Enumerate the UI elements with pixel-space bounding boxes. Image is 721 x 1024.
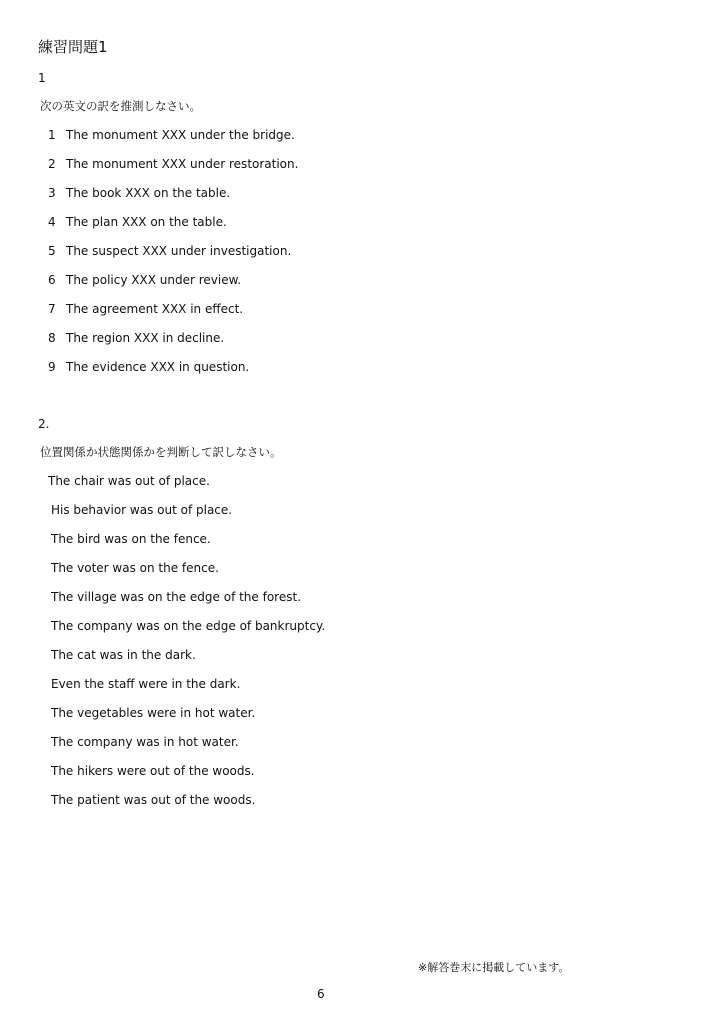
item-text: The bird was on the fence. <box>51 532 211 546</box>
item-number: 3 <box>48 186 56 200</box>
item-text: The policy XXX under review. <box>66 273 242 287</box>
item-text: The chair was out of place. <box>48 474 210 488</box>
item-text: The hikers were out of the woods. <box>51 764 255 778</box>
section-2-instruction: 位置関係か状態関係かを判断して訳しなさい。 <box>40 445 282 459</box>
item-text: The company was on the edge of bankruptcy. <box>51 619 326 633</box>
section-1-number: 1 <box>38 71 46 85</box>
item-number: 4 <box>48 215 56 229</box>
item-text: The suspect XXX under investigation. <box>66 244 292 258</box>
section-2-number: 2. <box>38 417 50 431</box>
item-text: The village was on the edge of the forest. <box>51 590 302 604</box>
item-number: 5 <box>48 244 56 258</box>
item-number: 9 <box>48 360 56 374</box>
item-text: The plan XXX on the table. <box>66 215 227 229</box>
item-text: Even the staff were in the dark. <box>51 677 241 691</box>
item-text: The vegetables were in hot water. <box>51 706 256 720</box>
item-text: The cat was in the dark. <box>51 648 196 662</box>
page-number: 6 <box>317 987 325 1001</box>
item-text: The evidence XXX in question. <box>66 360 250 374</box>
item-text: The monument XXX under restoration. <box>66 157 299 171</box>
item-text: The voter was on the fence. <box>51 561 219 575</box>
page-title: 練習問題1 <box>38 38 108 56</box>
item-text: The patient was out of the woods. <box>51 793 256 807</box>
item-number: 7 <box>48 302 56 316</box>
item-number: 2 <box>48 157 56 171</box>
item-text: The region XXX in decline. <box>66 331 225 345</box>
item-number: 1 <box>48 128 56 142</box>
section-1-instruction: 次の英文の訳を推測しなさい。 <box>40 99 201 113</box>
item-number: 8 <box>48 331 56 345</box>
item-number: 6 <box>48 273 56 287</box>
answer-note: ※解答巻末に掲載しています。 <box>418 961 570 974</box>
item-text: The agreement XXX in effect. <box>66 302 244 316</box>
item-text: The company was in hot water. <box>51 735 239 749</box>
item-text: The monument XXX under the bridge. <box>66 128 295 142</box>
item-text: The book XXX on the table. <box>66 186 231 200</box>
item-text: His behavior was out of place. <box>51 503 233 517</box>
